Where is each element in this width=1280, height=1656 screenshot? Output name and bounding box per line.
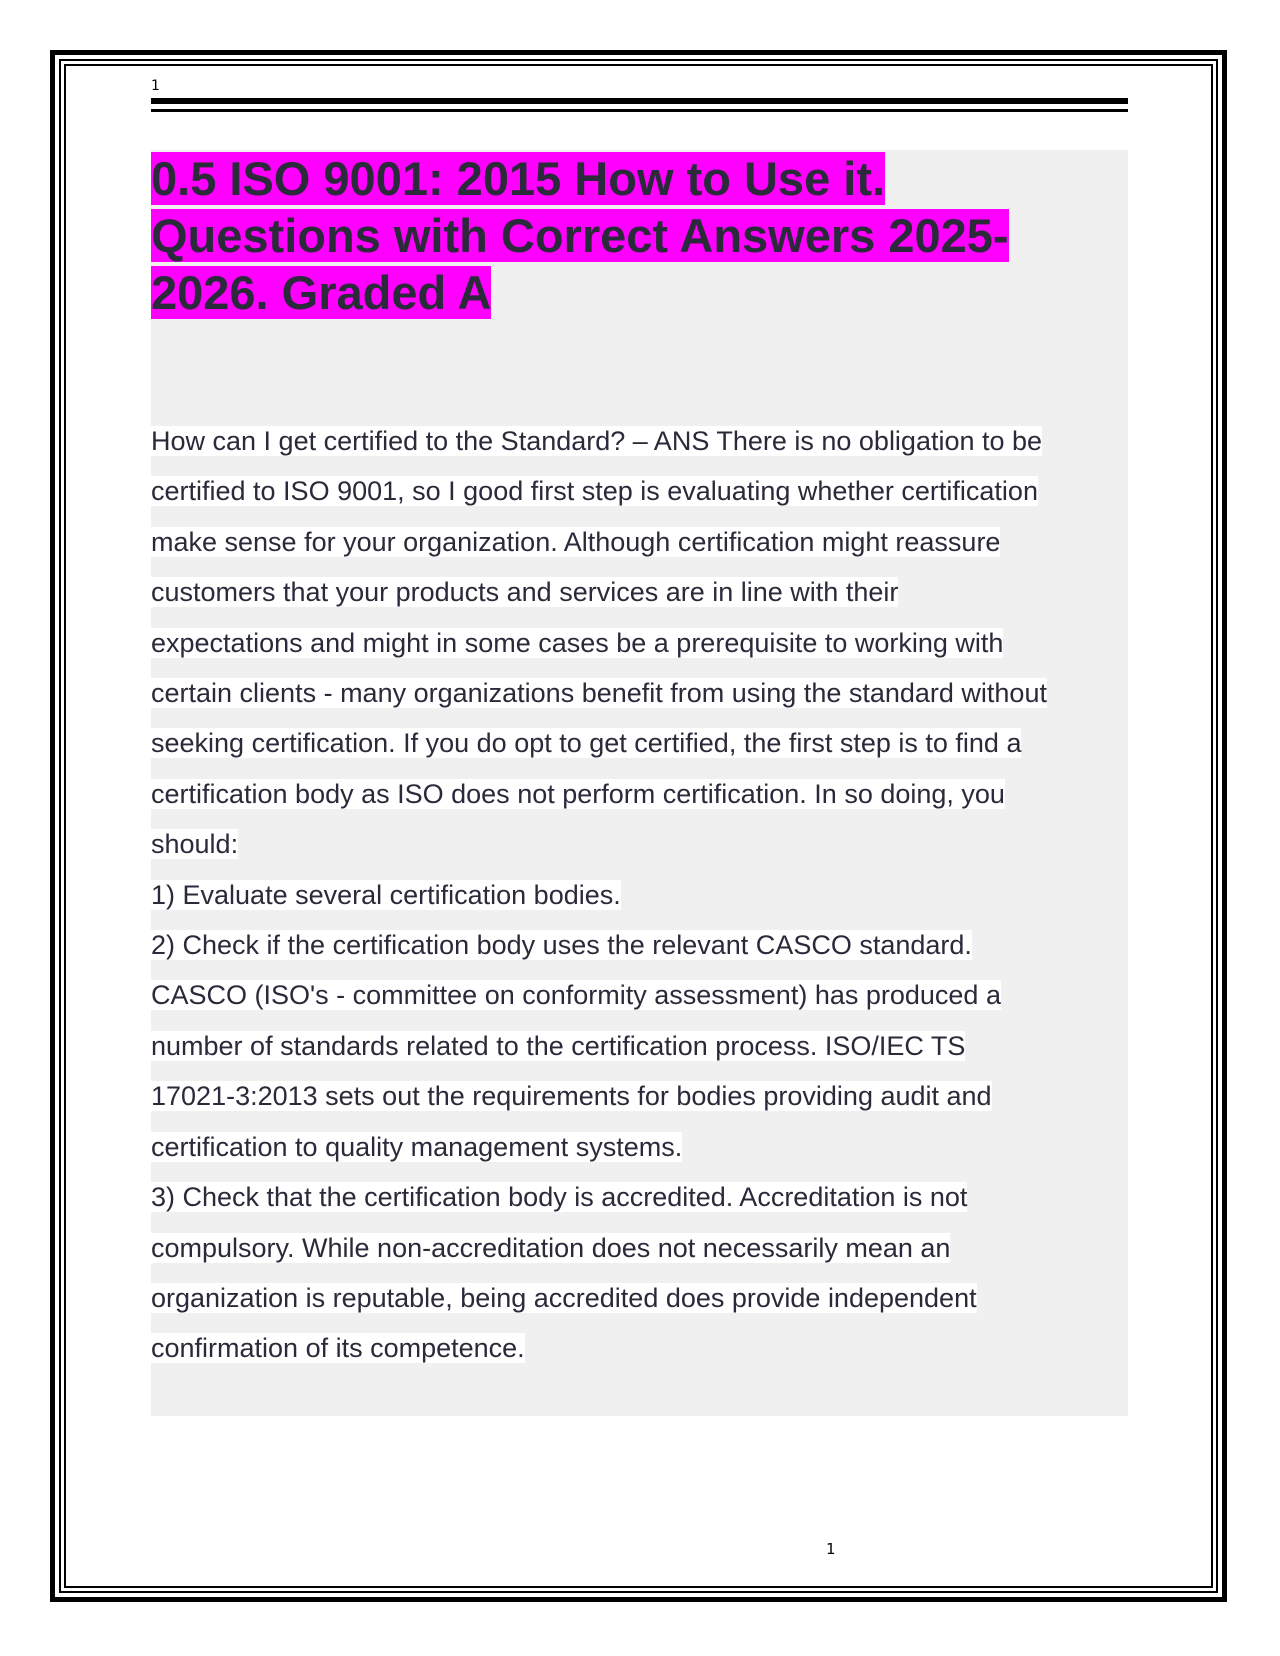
body-line-text: 17021-3:2013 sets out the requirements for bodies providing audit and: [151, 1081, 992, 1112]
header-rule-thin: [151, 109, 1128, 112]
header-rule-thick: [151, 98, 1128, 104]
body-line-text: certification to quality management systems.: [151, 1131, 683, 1162]
body-line-text: confirmation of its competence.: [151, 1333, 525, 1364]
body-line: [151, 1122, 1128, 1172]
header-page-number: 1: [151, 78, 160, 94]
body-line: [151, 567, 1128, 617]
body-line-text: customers that your products and services are in line with their: [151, 577, 899, 608]
body-line: [151, 416, 1128, 466]
body-line-text: 1) Evaluate several certification bodies.: [151, 879, 621, 910]
body-line: [151, 819, 1128, 869]
title-line: 2026. Graded A: [151, 266, 492, 319]
body-line: [151, 1021, 1128, 1071]
body-line-text: organization is reputable, being accredited does provide independent: [151, 1282, 977, 1313]
body-line-text: certified to ISO 9001, so I good first step is evaluating whether certification: [151, 476, 1038, 507]
footer-page-number: 1: [826, 1540, 836, 1558]
body-line-text: certification body as ISO does not perform certification. In so doing, you: [151, 778, 1005, 809]
body-line-text: expectations and might in some cases be a prerequisite to working with: [151, 627, 1004, 658]
title-line: Questions with Correct Answers 2025-: [151, 209, 1009, 262]
title-line: 0.5 ISO 9001: 2015 How to Use it.: [151, 152, 886, 205]
body-line: [151, 769, 1128, 819]
list-item: [151, 870, 1128, 920]
body-line-text: make sense for your organization. Although certification might reassure: [151, 526, 1001, 557]
list-item: [151, 920, 1128, 970]
list-item: [151, 1172, 1128, 1222]
body-line-text: 2) Check if the certification body uses the relevant CASCO standard.: [151, 930, 972, 961]
body-line-text: compulsory. While non-accreditation does not necessarily mean an: [151, 1232, 951, 1263]
body-line: [151, 1223, 1128, 1273]
body-line: [151, 1323, 1128, 1373]
body-line-text: 3) Check that the certification body is accredited. Accreditation is not: [151, 1182, 968, 1213]
body-line: [151, 466, 1128, 516]
body-line-text: should:: [151, 829, 239, 860]
body-line-text: number of standards related to the certification process. ISO/IEC TS: [151, 1030, 966, 1061]
document-title: [151, 150, 1128, 321]
answer-body: [151, 416, 1128, 1374]
body-line-text: CASCO (ISO's - committee on conformity assessment) has produced a: [151, 980, 1001, 1011]
body-line: [151, 970, 1128, 1020]
body-line: [151, 1071, 1128, 1121]
body-line: [151, 517, 1128, 567]
body-line-text: How can I get certified to the Standard? – ANS There is no obligation to be: [151, 426, 1043, 456]
body-line-text: seeking certification. If you do opt to get certified, the first step is to find a: [151, 728, 1022, 759]
body-line: [151, 718, 1128, 768]
body-line-text: certain clients - many organizations benefit from using the standard without: [151, 678, 1047, 709]
body-line: [151, 1273, 1128, 1323]
body-line: [151, 618, 1128, 668]
body-line: [151, 668, 1128, 718]
